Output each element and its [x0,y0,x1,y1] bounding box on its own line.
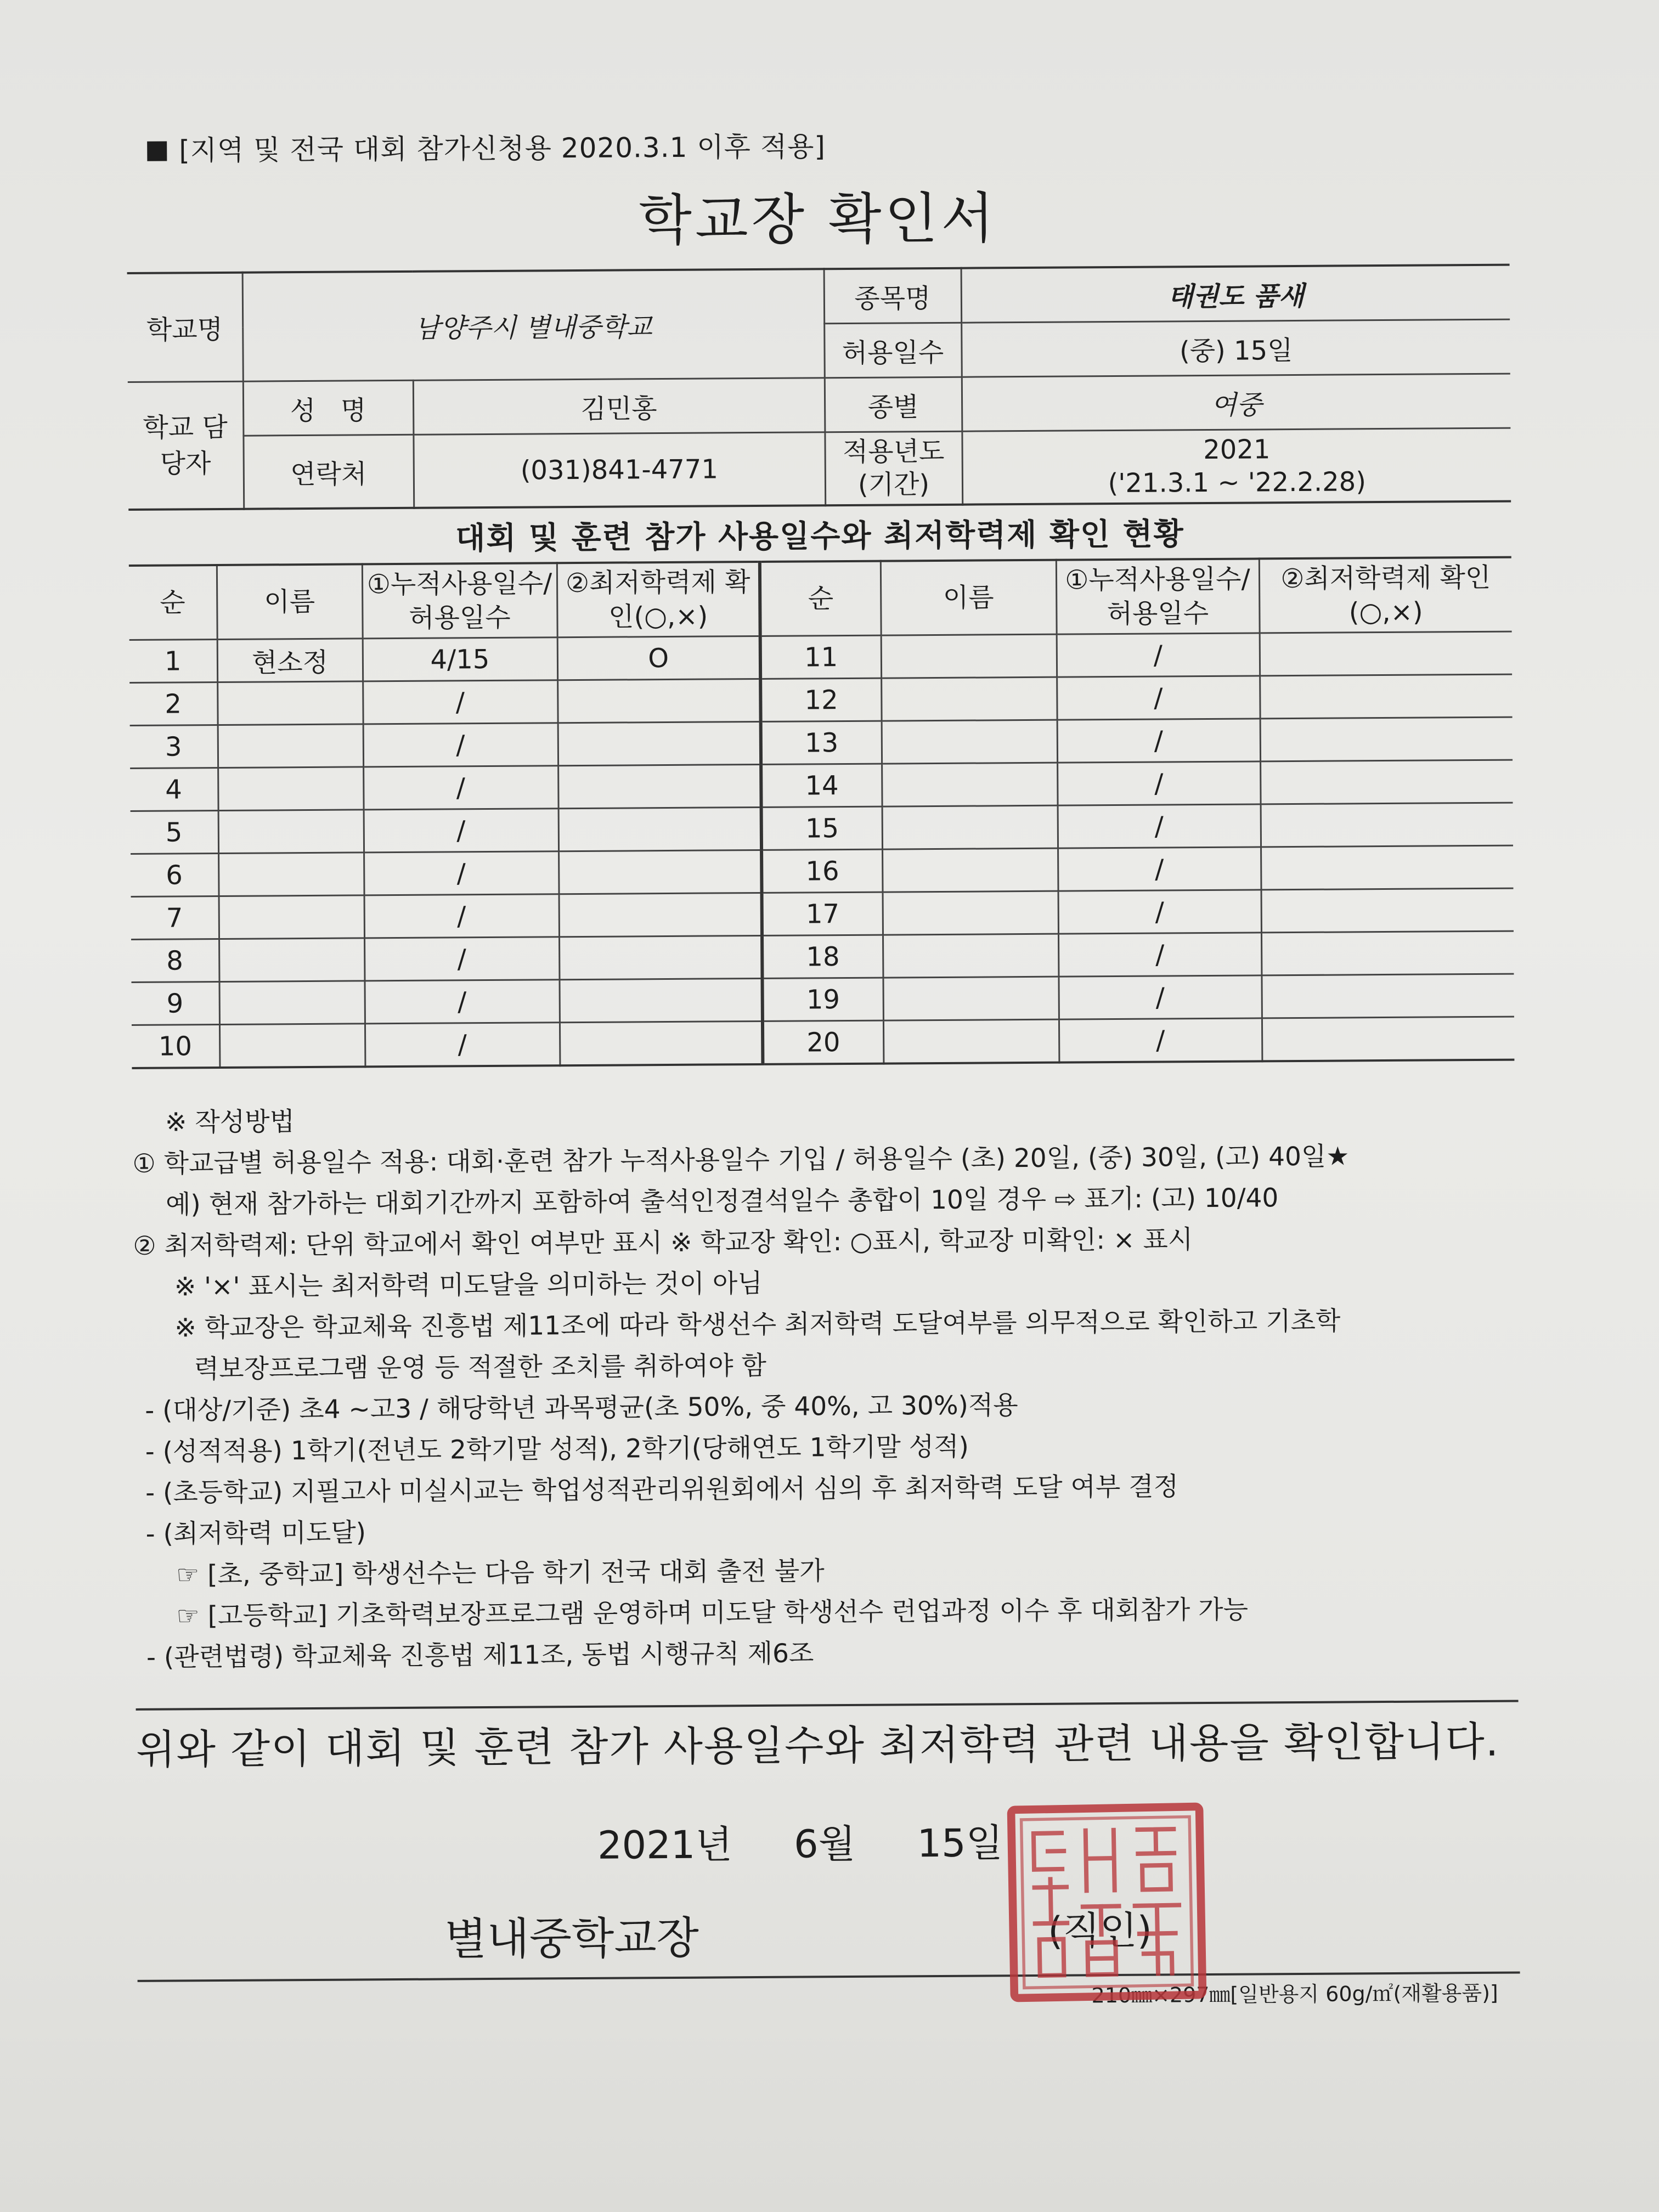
row-check-right [1261,803,1513,847]
seal-label: (직인) [1047,1908,1153,1954]
row-no-left: 8 [131,939,219,982]
row-no-right: 11 [760,635,881,679]
guide-line-11: ☞ [초, 중학교] 학생선수는 다음 학기 전국 대회 출전 불가 [176,1556,825,1590]
school-value: 남양주시 별내중학교 [242,269,825,381]
row-days-right: / [1058,933,1261,977]
row-no-right: 16 [761,849,882,893]
row-days-right: / [1058,804,1261,848]
row-days-left: / [364,937,559,981]
row-no-left: 6 [131,853,218,896]
row-name-right [883,934,1058,978]
confirmation-statement: 위와 같이 대회 및 훈련 참가 사용일수와 최저학력 관련 내용을 확인합니다. [136,1700,1519,1785]
signature-area [137,1898,1520,1969]
manager-label: 학교 담당자 [128,381,244,510]
row-check-left [558,850,761,894]
row-days-right: / [1057,676,1260,720]
row-name-right [883,1019,1059,1063]
row-days-left: / [364,894,559,938]
row-no-right: 17 [762,892,883,935]
row-no-left: 2 [129,682,217,726]
form-usage-note [147,121,1509,168]
row-days-right: / [1058,975,1261,1019]
guide-line-10: - (최저학력 미도달) [145,1517,366,1549]
row-check-right [1260,674,1512,719]
row-name-right [882,805,1058,849]
name-value: 김민홍 [413,378,825,435]
row-name-left [218,767,363,811]
official-seal-stamp [1005,1798,1209,2007]
row-name-right [881,677,1057,721]
row-check-right [1261,931,1514,975]
name-label: 성 명 [243,380,414,436]
row-check-left [557,679,760,723]
row-days-left: / [364,809,558,853]
row-no-left: 5 [131,810,218,854]
guide-line-6: 력보장프로그램 운영 등 적절한 조치를 취하여야 함 [194,1350,767,1385]
row-no-right: 12 [760,678,881,721]
row-check-left [558,764,761,808]
contact-value: (031)841-4771 [413,432,825,508]
row-days-right: / [1058,890,1261,934]
writing-guide [132,1094,1518,1678]
row-days-left: / [364,980,559,1024]
header-no-left: 순 [129,565,217,640]
row-name-left [219,981,364,1025]
black-square-icon [147,142,167,161]
guide-line-8: - (성적적용) 1학기(전년도 2학기말 성적), 2학기(당해연도 1학기말 성적) [145,1431,969,1467]
confirmation-date [137,1809,1520,1873]
row-no-right: 19 [762,978,883,1021]
row-name-right [881,634,1057,678]
guide-line-12: ☞ [고등학교] 기초학력보장프로그램 운영하며 미도달 학생선수 런업과정 이수 후 대회참가 가능 [176,1594,1249,1632]
document-content [126,121,1520,2015]
row-days-right: / [1057,633,1260,677]
row-check-right [1261,845,1513,890]
row-check-right [1260,717,1513,761]
header-check-left: ②최저학력제 확인(○,×) [557,562,760,637]
row-check-right [1261,888,1514,933]
row-name-left: 현소정 [217,639,363,682]
row-no-left: 9 [132,981,219,1025]
guide-line-2: 예) 현재 참가하는 대회기간까지 포함하여 출석인정결석일수 총합이 10일 경우 ⇨ 표기: (고) 10/40 [165,1183,1279,1220]
paper-spec-footer: 210㎜×297㎜[일반용지 60g/㎡(재활용품)] [1091,1980,1498,2008]
status-section-title: 대회 및 훈련 참가 사용일수와 최저학력제 확인 현황 [455,516,1184,557]
row-name-left [218,810,364,854]
header-name-right: 이름 [881,560,1057,635]
row-check-right [1262,1017,1514,1061]
guide-title: ※ 작성방법 [165,1107,295,1138]
header-name-left: 이름 [217,564,363,639]
period-value: ('21.3.1 ~ '22.2.28) [1108,466,1367,499]
row-check-left [558,721,761,765]
header-days-left: ①누적사용일수/ 허용일수 [362,563,557,639]
row-check-right [1261,974,1514,1018]
header-days-right: ①누적사용일수/ 허용일수 [1056,558,1260,634]
document-title: 학교장 확인서 [638,186,998,253]
row-name-right [882,848,1058,892]
row-name-right [882,720,1057,764]
form-usage-text: [지역 및 전국 대회 참가신청용 2020.3.1 이후 적용] [179,131,826,167]
guide-line-1: ① 학교급별 허용일수 적용: 대회·훈련 참가 누적사용일수 기입 / 허용일수 (초) 20일, (중) 30일, (고) 40일★ [132,1141,1350,1179]
guide-line-3: ② 최저학력제: 단위 학교에서 확인 여부만 표시 ※ 학교장 확인: ○표시, 학교장 미확인: × 표시 [133,1224,1193,1261]
status-table [129,556,1515,1069]
header-no-right: 순 [760,561,881,636]
category-value: 여중 [962,374,1511,431]
event-value: 태권도 품새 [961,265,1510,323]
table-row [132,1017,1514,1068]
row-no-right: 15 [761,806,882,850]
date-year: 2021년 [597,1822,733,1868]
row-name-left [219,938,364,982]
school-label: 학교명 [127,273,243,382]
row-days-right: / [1057,719,1260,763]
row-days-left: / [363,723,558,767]
row-days-left: 4/15 [363,637,557,681]
row-days-left: / [363,766,558,810]
allowed-days-label: 허용일수 [824,323,962,378]
guide-line-7: - (대상/기준) 초4 ~고3 / 해당학년 과목평균(초 50%, 중 40%, 고 30%)적용 [145,1390,1018,1426]
row-check-left: O [557,636,760,680]
row-name-right [882,763,1057,806]
row-no-right: 14 [761,764,882,807]
event-label: 종목명 [824,268,962,324]
date-day: 15일 [917,1820,1003,1866]
date-month: 6월 [793,1821,856,1867]
row-name-left [219,895,364,939]
guide-line-13: - (관련법령) 학교체육 진흥법 제11조, 동법 시행규칙 제6조 [146,1638,814,1673]
row-days-right: / [1058,847,1261,891]
row-check-right [1260,760,1513,804]
contact-label: 연락처 [243,435,414,509]
row-name-left [219,1024,365,1068]
row-no-right: 13 [761,721,882,764]
row-no-left: 4 [130,768,218,811]
guide-line-5: ※ 학교장은 학교체육 진흥법 제11조에 따라 학생선수 최저학력 도달여부를 의무적으로 확인하고 기초학 [174,1306,1341,1344]
status-header-row [129,557,1512,640]
row-days-right: / [1059,1018,1262,1063]
signer-title: 별내중학교장 [444,1912,699,1965]
row-no-left: 10 [132,1024,219,1068]
row-check-left [559,935,762,979]
row-check-right [1260,631,1512,676]
row-name-right [883,891,1058,935]
school-info-table [127,264,1511,511]
guide-line-9: - (초등학교) 지필고사 미실시교는 학업성적관리위원회에서 심의 후 최저학력 도달 여부 결정 [145,1471,1179,1508]
year-cell [962,428,1511,505]
row-name-right [883,977,1058,1020]
row-no-left: 1 [129,640,217,683]
row-check-left [559,978,762,1022]
header-check-right: ②최저학력제 확인(○,×) [1259,557,1512,633]
row-name-left [217,681,363,725]
guide-line-4: ※ '×' 표시는 최저학력 미도달을 의미하는 것이 아님 [174,1268,763,1302]
row-name-left [218,724,363,768]
row-name-left [218,853,364,896]
row-no-right: 18 [762,935,883,978]
row-days-left: / [363,680,557,724]
row-no-left: 7 [131,896,219,939]
row-check-left [558,807,761,851]
row-check-left [560,1021,763,1065]
year-value: 2021 [1203,434,1271,466]
row-check-left [559,893,762,936]
row-no-left: 3 [130,725,218,769]
allowed-days-value: (중) 15일 [961,319,1510,377]
row-days-right: / [1057,761,1260,805]
year-label: 적용년도 (기간) [825,431,962,505]
row-no-right: 20 [763,1020,883,1064]
category-label: 종별 [825,377,962,432]
row-days-left: / [365,1023,560,1067]
row-days-left: / [364,851,558,895]
